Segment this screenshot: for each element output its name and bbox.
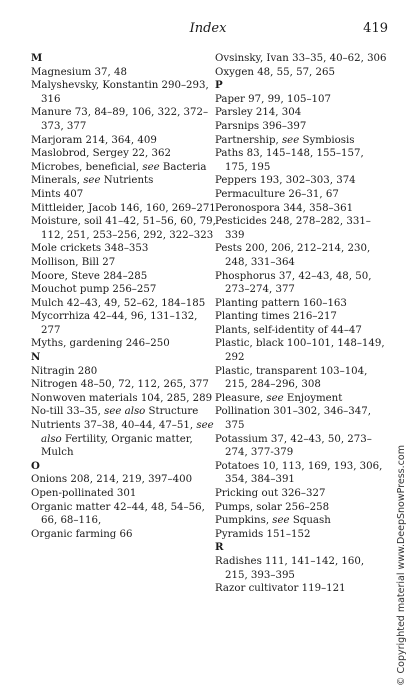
running-title: Index bbox=[189, 21, 227, 36]
index-entry bbox=[215, 433, 387, 460]
see-target: Squash bbox=[289, 515, 331, 527]
index-entry bbox=[31, 283, 219, 297]
see-reference: see bbox=[83, 175, 101, 187]
entry-text: Malyshevsky, Konstantin 290–293, 316 bbox=[31, 80, 209, 105]
entry-text: Peppers 193, 302–303, 374 bbox=[215, 175, 356, 187]
index-entry bbox=[31, 270, 219, 284]
entry-text: Permaculture 26–31, 67 bbox=[215, 188, 339, 200]
see-reference: see bbox=[272, 515, 290, 527]
index-entry bbox=[31, 202, 219, 216]
entry-text: Oxygen 48, 55, 57, 265 bbox=[215, 66, 335, 78]
index-entry bbox=[31, 188, 219, 202]
index-entry bbox=[215, 392, 387, 406]
index-entry bbox=[31, 365, 219, 379]
entry-text: Planting pattern 160–163 bbox=[215, 297, 347, 309]
index-entry bbox=[31, 134, 219, 148]
index-entry bbox=[215, 242, 387, 269]
copyright-notice: © Copyrighted material www.DeepSnowPress.com bbox=[396, 445, 407, 686]
section-letter: M bbox=[31, 52, 43, 64]
index-entry bbox=[31, 378, 219, 392]
index-column-right bbox=[215, 52, 387, 596]
index-entry bbox=[215, 270, 387, 297]
see-target: Enjoyment bbox=[283, 392, 343, 404]
see-reference: see also bbox=[41, 420, 214, 445]
index-entry bbox=[31, 501, 219, 528]
index-column-left bbox=[31, 52, 219, 541]
see-reference: see bbox=[142, 161, 160, 173]
entry-text: Potassium 37, 42–43, 50, 273–274, 377-379 bbox=[215, 433, 372, 459]
index-entry bbox=[31, 419, 219, 460]
entry-text: Phosphorus 37, 42–43, 48, 50, 273–274, 377 bbox=[215, 270, 372, 296]
index-entry bbox=[31, 297, 219, 311]
entry-text: Manure 73, 84–89, 106, 322, 372–373, 377 bbox=[31, 107, 209, 132]
section-letter: P bbox=[215, 79, 223, 92]
section-letter: N bbox=[31, 351, 41, 364]
index-entry bbox=[215, 134, 387, 148]
index-entry bbox=[31, 215, 219, 242]
see-target: Fertility, Organic matter, Mulch bbox=[41, 433, 193, 459]
index-entry bbox=[215, 52, 387, 66]
index-entry bbox=[215, 501, 387, 515]
entry-text: Myths, gardening 246–250 bbox=[31, 338, 170, 350]
index-entry bbox=[31, 392, 219, 406]
see-target: Symbiosis bbox=[299, 134, 355, 146]
entry-text: Pollination 301–302, 346–347, 375 bbox=[215, 406, 371, 432]
entry-text: Parsnips 396–397 bbox=[215, 120, 307, 132]
index-entry bbox=[215, 297, 387, 311]
see-reference: see also bbox=[104, 406, 146, 418]
index-entry bbox=[31, 242, 219, 256]
entry-text: Parsley 214, 304 bbox=[215, 107, 302, 119]
index-entry bbox=[31, 528, 219, 542]
entry-text: Mouchot pump 256–257 bbox=[31, 284, 157, 296]
index-entry bbox=[31, 66, 219, 80]
index-entry bbox=[215, 460, 387, 487]
index-entry bbox=[215, 337, 387, 364]
entry-text: Mittleider, Jacob 146, 160, 269–271 bbox=[31, 202, 216, 214]
entry-text: Razor cultivator 119–121 bbox=[215, 583, 346, 595]
entry-text: Nonwoven materials 104, 285, 289 bbox=[31, 392, 213, 404]
entry-text: Potatoes 10, 113, 169, 193, 306, 354, 384–391 bbox=[215, 460, 383, 486]
index-entry bbox=[215, 365, 387, 392]
entry-text: Mycorrhiza 42–44, 96, 131–132, 277 bbox=[31, 311, 198, 336]
entry-text: Open-pollinated 301 bbox=[31, 488, 137, 499]
index-entry bbox=[215, 324, 387, 338]
entry-text: Minerals, bbox=[31, 175, 84, 187]
see-target: Bacteria bbox=[159, 161, 207, 173]
entry-text: Maslobrod, Sergey 22, 362 bbox=[31, 148, 171, 160]
entry-text: Moisture, soil 41–42, 51–56, 60, 79, 112, 251, 253–256, 292, 322–323 bbox=[31, 216, 216, 241]
page-header bbox=[0, 20, 416, 38]
index-entry bbox=[215, 215, 387, 242]
entry-text: Mulch 42–43, 49, 52–62, 184–185 bbox=[31, 297, 206, 309]
index-entry bbox=[215, 310, 387, 324]
entry-text: Pleasure, bbox=[215, 392, 267, 404]
entry-text: Pesticides 248, 278–282, 331–339 bbox=[215, 216, 371, 241]
entry-text: Mollison, Bill 27 bbox=[31, 256, 116, 268]
entry-text: Nitragin 280 bbox=[31, 365, 98, 377]
entry-text: Marjoram 214, 364, 409 bbox=[31, 134, 157, 146]
entry-text: Plastic, transparent 103–104, 215, 284–296, 308 bbox=[215, 365, 368, 391]
index-entry bbox=[31, 106, 219, 133]
index-entry bbox=[215, 66, 387, 80]
entry-text: Pricking out 326–327 bbox=[215, 488, 326, 499]
entry-text: Organic matter 42–44, 48, 54–56, 66, 68–116, bbox=[31, 501, 205, 527]
entry-text: Nutrients 37–38, 40–44, 47–51, bbox=[31, 420, 197, 432]
index-entry bbox=[215, 528, 387, 542]
index-entry bbox=[215, 555, 387, 582]
entry-text: Mole crickets 348–353 bbox=[31, 243, 149, 255]
entry-text: Microbes, beneficial, bbox=[31, 161, 143, 173]
index-entry bbox=[215, 202, 387, 216]
entry-text: Moore, Steve 284–285 bbox=[31, 270, 148, 282]
entry-text: Paths 83, 145–148, 155–157, 175, 195 bbox=[215, 148, 364, 173]
entry-text: Pyramids 151–152 bbox=[215, 528, 311, 540]
see-target: Structure bbox=[145, 406, 199, 418]
index-entry bbox=[215, 106, 387, 120]
entry-text: Organic farming 66 bbox=[31, 528, 133, 540]
index-entry bbox=[31, 337, 219, 351]
entry-text: Magnesium 37, 48 bbox=[31, 66, 127, 78]
entry-text: Plants, self-identity of 44–47 bbox=[215, 324, 362, 336]
entry-text: Plastic, black 100–101, 148–149, 292 bbox=[215, 338, 385, 364]
index-entry bbox=[215, 582, 387, 596]
index-entry bbox=[31, 256, 219, 270]
index-entry bbox=[215, 120, 387, 134]
entry-text: Nitrogen 48–50, 72, 112, 265, 377 bbox=[31, 379, 209, 391]
entry-text: Peronospora 344, 358–361 bbox=[215, 202, 354, 214]
index-entry bbox=[31, 161, 219, 175]
see-reference: see bbox=[281, 134, 300, 146]
page-number: 419 bbox=[363, 21, 388, 36]
see-reference: see bbox=[266, 392, 284, 404]
entry-text: Mints 407 bbox=[31, 188, 84, 200]
index-entry bbox=[215, 514, 387, 528]
entry-text: Planting times 216–217 bbox=[215, 311, 337, 323]
index-entry bbox=[31, 487, 219, 501]
index-entry bbox=[31, 79, 219, 106]
entry-text: No-till 33–35, bbox=[31, 406, 105, 418]
entry-text: Pests 200, 206, 212–214, 230, 248, 331–364 bbox=[215, 243, 371, 268]
index-entry bbox=[215, 487, 387, 501]
index-entry bbox=[215, 93, 387, 107]
index-entry bbox=[31, 405, 219, 419]
index-entry bbox=[31, 174, 219, 188]
entry-text: Paper 97, 99, 105–107 bbox=[215, 93, 331, 105]
index-entry bbox=[215, 188, 387, 202]
index-entry bbox=[215, 174, 387, 188]
section-letter: O bbox=[31, 459, 40, 472]
entry-text: Pumpkins, bbox=[215, 515, 273, 527]
see-target: Nutrients bbox=[100, 175, 154, 187]
entry-text: Partnership, bbox=[215, 134, 282, 146]
index-entry bbox=[31, 310, 219, 337]
entry-text: Pumps, solar 256–258 bbox=[215, 501, 330, 513]
entry-text: Radishes 111, 141–142, 160, 215, 393–395 bbox=[215, 555, 365, 581]
entry-text: Onions 208, 214, 219, 397–400 bbox=[31, 474, 193, 486]
section-letter: R bbox=[215, 541, 224, 554]
entry-text: Ovsinsky, Ivan 33–35, 40–62, 306 bbox=[215, 53, 387, 64]
index-entry bbox=[215, 405, 387, 432]
index-entry bbox=[215, 147, 387, 174]
index-entry bbox=[31, 473, 219, 487]
index-entry bbox=[31, 147, 219, 161]
